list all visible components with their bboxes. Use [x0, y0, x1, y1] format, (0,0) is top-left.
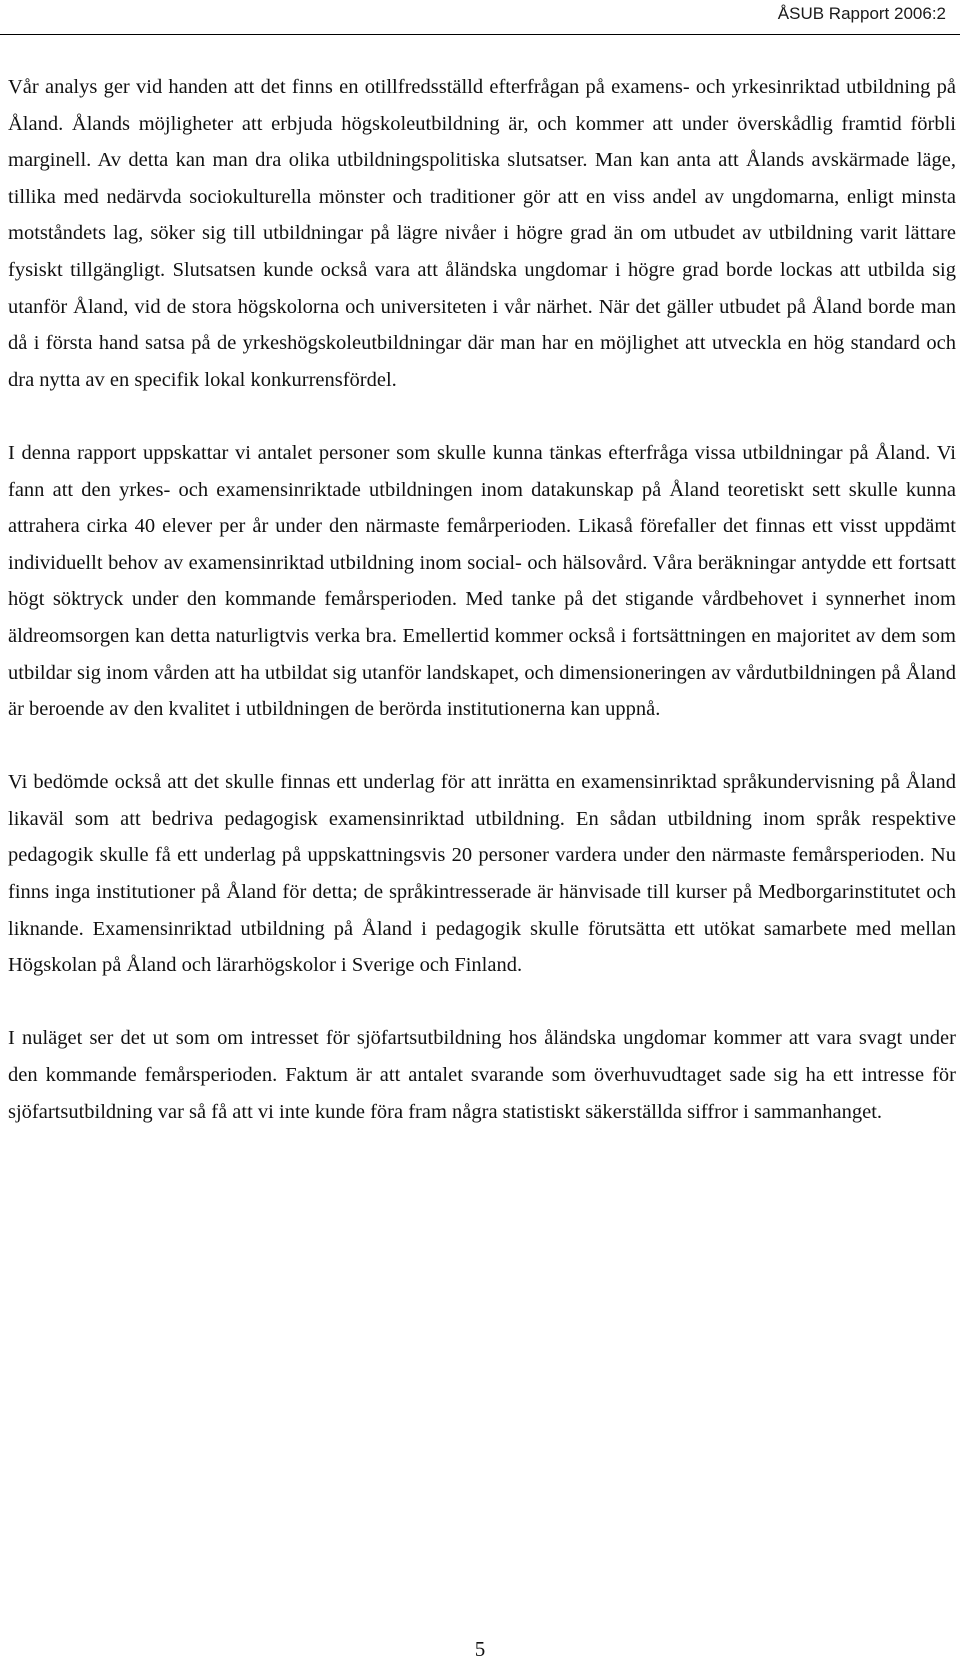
paragraph: Vi bedömde också att det skulle finnas ett underlag för att inrätta en examensinriktad språkundervisning på Åland likaväl som att bedriva pedagogisk examensinriktad utbildning. En sådan utbildning inom språk respektive pedagogik skulle få ett underlag på uppskattningsvis 20 personer vardera under den närmaste femårsperioden. Nu finns inga institutioner på Åland för detta; de språkintresserade är hänvisade till kurser på Medborgarinstitutet och liknande. Examensinriktad utbildning på Åland i pedagogik skulle förutsätta ett utökat samarbete med mellan Högskolan på Åland och lärarhögskolor i Sverige och Finland. [8, 771, 956, 977]
paragraph: Vår analys ger vid handen att det finns en otillfredsställd efterfrågan på examens- och yrkesinriktad utbildning på Åland. Ålands möjligheter att erbjuda högskoleutbildning är, och kommer att under överskådlig framtid förbli marginell. Av detta kan man dra olika utbildningspolitiska slutsatser. Man kan anta att Ålands avskärmade läge, tillika med nedärvda sociokulturella mönster och traditioner gör att en viss andel av ungdomarna, enligt minsta motståndets lag, söker sig till utbildningar på lägre nivåer i högre grad än om utbudet av utbildning varit lättare fysiskt tillgängligt. Slutsatsen kunde också vara att åländska ungdomar i högre grad borde lockas att utbilda sig utanför Åland, vid de stora högskolorna och universiteten i vår närhet. När det gäller utbudet på Åland borde man då i första hand satsa på de yrkeshögskoleutbildningar där man har en möjlighet att utveckla en hög standard och dra nytta av en specifik lokal konkurrensfördel. [8, 76, 956, 391]
header-divider [0, 34, 960, 35]
paragraph: I nuläget ser det ut som om intresset för sjöfartsutbildning hos åländska ungdomar kommer att vara svagt under den kommande femårsperioden. Faktum är att antalet svarande som överhuvudtaget sade sig ha ett intresse för sjöfartsutbildning var så få att vi inte kunde föra fram några statistiskt säkerställda siffror i sammanhanget. [8, 1027, 956, 1123]
report-header: ÅSUB Rapport 2006:2 [777, 4, 946, 23]
paragraph: I denna rapport uppskattar vi antalet personer som skulle kunna tänkas efterfråga vissa utbildningar på Åland. Vi fann att den yrkes- och examensinriktade utbildningen inom datakunskap på Åland teoretiskt sett skulle kunna attrahera cirka 40 elever per år under den närmaste femårperioden. Likaså förefaller det finnas ett visst uppdämt individuellt behov av examensinriktad utbildning inom social- och hälsovård. Våra beräkningar antydde ett fortsatt högt söktryck under den kommande femårsperioden. Med tanke på det stigande vårdbehovet i synnerhet inom äldreomsorgen kan detta naturligtvis verka bra. Emellertid kommer också i fortsättningen en majoritet av dem som utbildar sig inom vården att ha utbildat sig utanför landskapet, och dimensioneringen av vårdutbildningen på Åland är beroende av den kvalitet i utbildningen de berörda institutionerna kan uppnå. [8, 441, 956, 721]
page-number: 5 [474, 1637, 486, 1661]
document-body [8, 69, 956, 1130]
